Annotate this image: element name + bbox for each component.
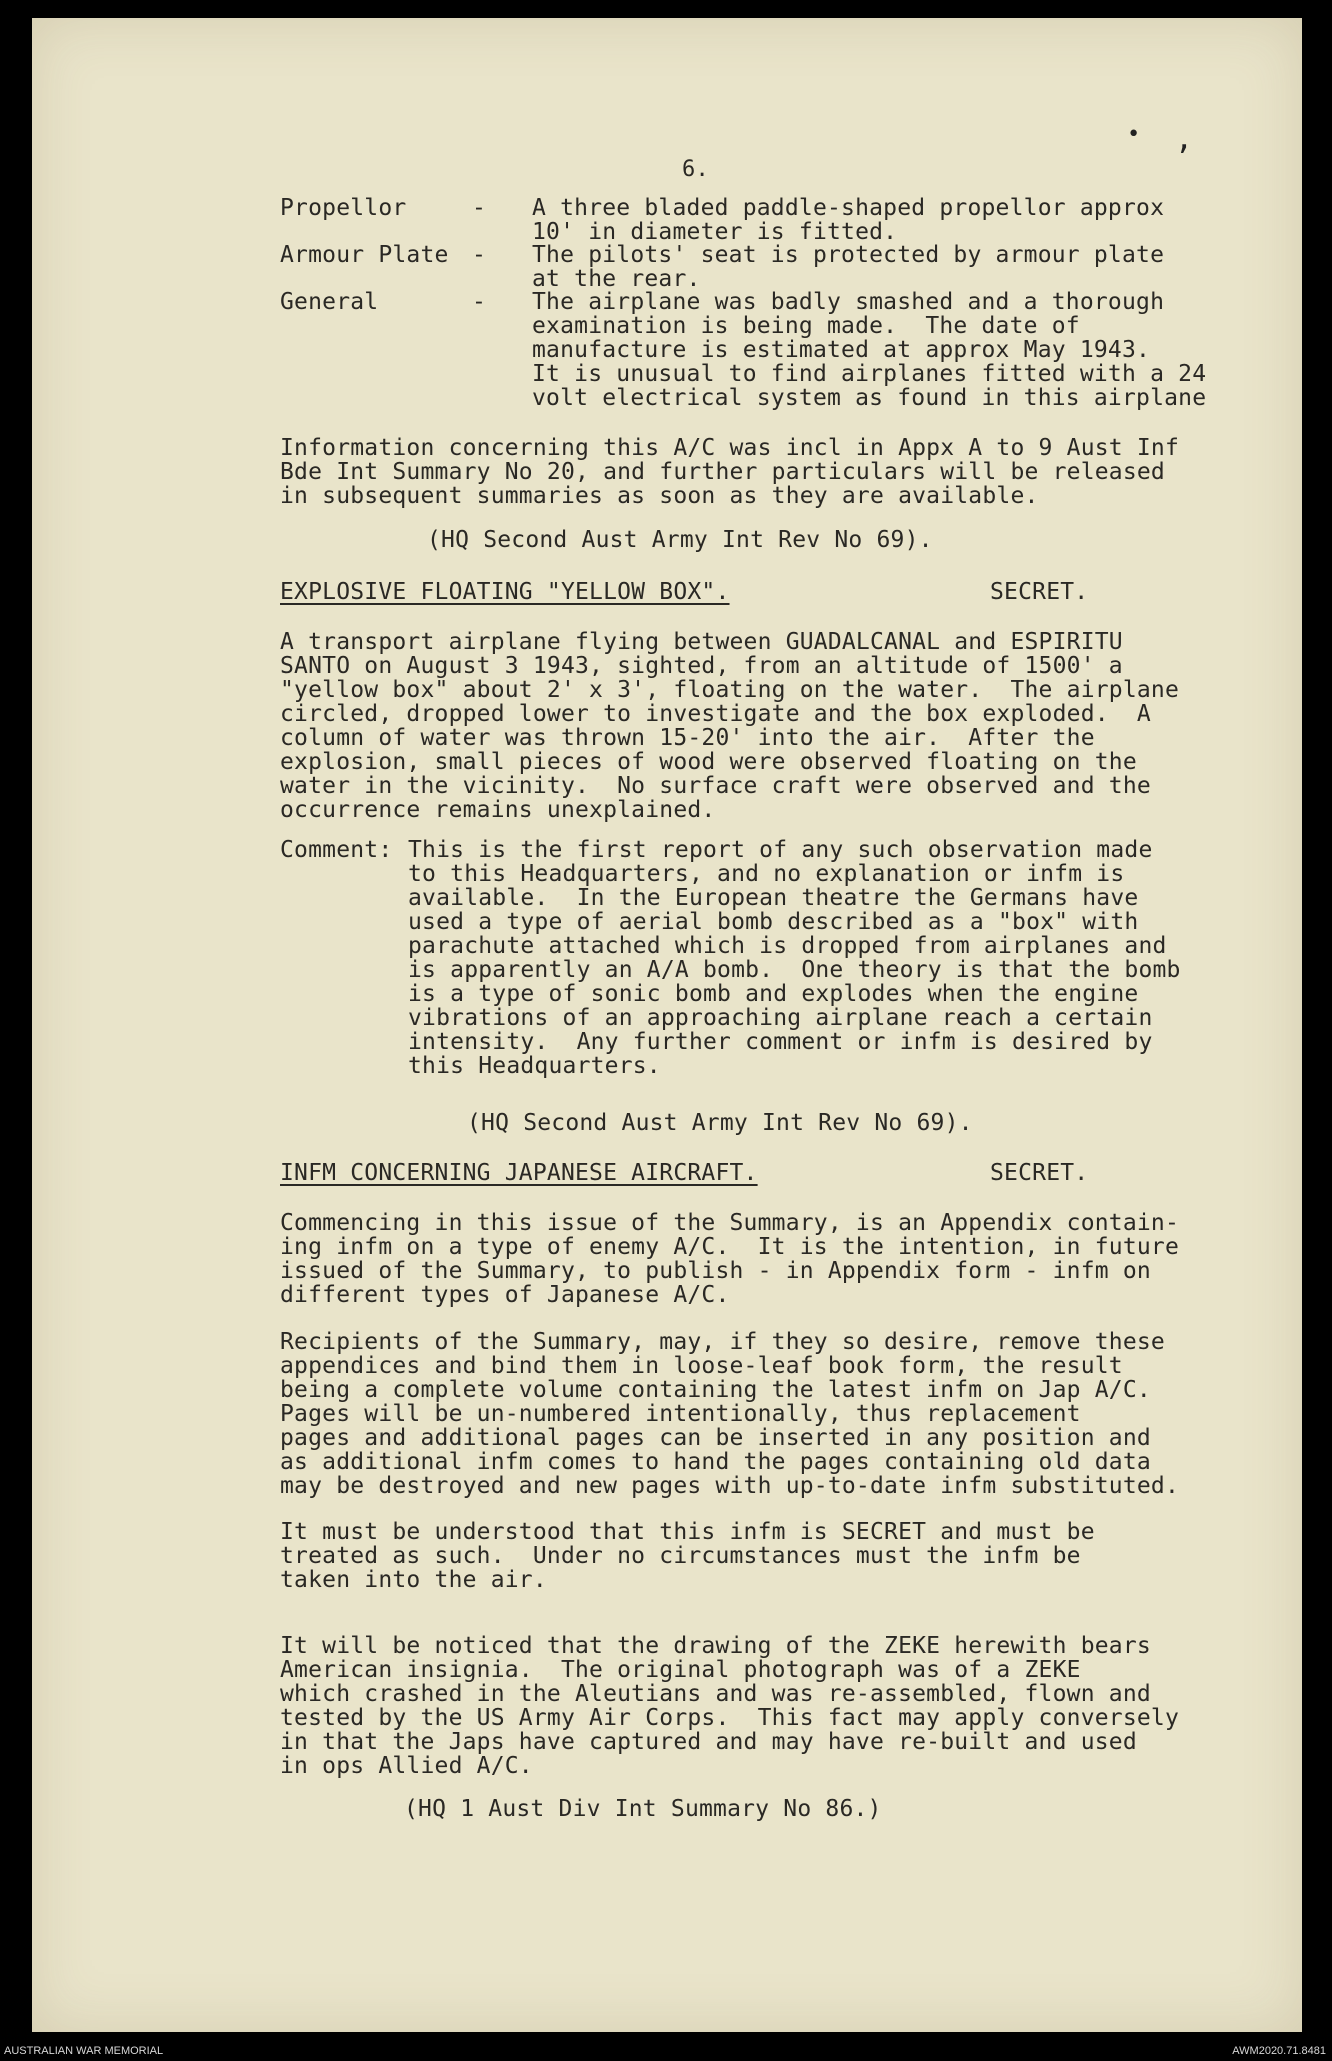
section1-body-line: column of water was thrown 15-20' into the air. After the [280,725,1095,751]
spec-label: Armour Plate [280,242,449,268]
spec-text-line: at the rear. [532,266,701,292]
reference-2: (HQ Second Aust Army Int Rev No 69). [467,1110,973,1136]
section2-para-line: appendices and bind them in loose-leaf book form, the result [280,1353,1123,1379]
section2-para-line: pages and additional pages can be inserted in any position and [280,1425,1151,1451]
section2-para-line: Commencing in this issue of the Summary, is an Appendix contain- [280,1210,1180,1236]
spec-text-line: manufacture is estimated at approx May 1943. [532,337,1151,363]
section2-para-line: Pages will be un-numbered intentionally, thus replacement [280,1401,1081,1427]
reference-3: (HQ 1 Aust Div Int Summary No 86.) [404,1796,882,1822]
spec-text-line: It is unusual to find airplanes fitted with a 24 [532,361,1207,387]
section2-para-line: tested by the US Army Air Corps. This fact may apply conversely [280,1705,1180,1731]
section1-body-line: A transport airplane flying between GUADALCANAL and ESPIRITU [280,629,1123,655]
archive-footer-left: AUSTRALIAN WAR MEMORIAL [4,2045,164,2057]
spec-label: Propellor [280,195,407,221]
comment-line: is apparently an A/A bomb. One theory is that the bomb [408,957,1181,983]
section2-para-line: in ops Allied A/C. [280,1753,533,1779]
comment-line: vibrations of an approaching airplane reach a certain [408,1005,1153,1031]
comment-line: used a type of aerial bomb described as a "box" with [408,909,1139,935]
spec-text-line: The pilots' seat is protected by armour plate [532,242,1165,268]
section1-body-line: SANTO on August 3 1943, sighted, from an altitude of 1500' a [280,653,1123,679]
section1-body-line: explosion, small pieces of wood were observed floating on the [280,749,1137,775]
comment-line: to this Headquarters, and no explanation or infm is [408,861,1125,887]
section2-heading: INFM CONCERNING JAPANESE AIRCRAFT. [280,1160,758,1186]
spec-text-line: 10' in diameter is fitted. [532,219,898,245]
comment-line: intensity. Any further comment or infm is desired by [408,1029,1153,1055]
comment-line: available. In the European theatre the Germans have [408,885,1139,911]
section2-para-line: ing infm on a type of enemy A/C. It is the intention, in future [280,1234,1180,1260]
spec-text-line: The airplane was badly smashed and a thorough [532,289,1165,315]
info-line: in subsequent summaries as soon as they are available. [280,483,1039,509]
section2-para-line: issued of the Summary, to publish - in Appendix form - infm on [280,1258,1151,1284]
section2-para-line: being a complete volume containing the latest infm on Jap A/C. [280,1377,1151,1403]
info-line: Information concerning this A/C was incl in Appx A to 9 Aust Inf [280,435,1180,461]
page-number: 6. [682,157,709,182]
section2-para-line: Recipients of the Summary, may, if they so desire, remove these [280,1329,1165,1355]
spec-text-line: volt electrical system as found in this airplane [532,385,1207,411]
section2-para-line: in that the Japs have captured and may have re-built and used [280,1729,1137,1755]
ink-hook-mark: ‚ [1175,122,1194,157]
comment-line: this Headquarters. [408,1053,661,1079]
comment-line: parachute attached which is dropped from airplanes and [408,933,1167,959]
comment-line: is a type of sonic bomb and explodes when the engine [408,981,1139,1007]
section1-classification: SECRET. [990,579,1089,605]
section2-para-line: may be destroyed and new pages with up-to-date infm substituted. [280,1473,1180,1499]
spec-label: General [280,289,379,315]
spec-text-line: A three bladed paddle-shaped propellor approx [532,195,1165,221]
archive-footer-right: AWM2020.71.8481 [1232,2045,1326,2057]
section2-para-line: It must be understood that this infm is SECRET and must be [280,1519,1095,1545]
ink-dot-mark: • [1127,122,1141,147]
document-page [32,18,1302,2032]
reference-1: (HQ Second Aust Army Int Rev No 69). [427,527,933,553]
spec-dash: - [472,195,487,221]
section2-para-line: It will be noticed that the drawing of the ZEKE herewith bears [280,1633,1151,1659]
section2-para-line: taken into the air. [280,1567,547,1593]
section2-para-line: American insignia. The original photograph was of a ZEKE [280,1657,1081,1683]
section1-body-line: water in the vicinity. No surface craft were observed and the [280,773,1151,799]
spec-text-line: examination is being made. The date of [532,313,1080,339]
info-line: Bde Int Summary No 20, and further particulars will be released [280,459,1165,485]
section1-body-line: circled, dropped lower to investigate and the box exploded. A [280,701,1151,727]
section1-heading: EXPLOSIVE FLOATING "YELLOW BOX". [280,579,730,605]
section2-para-line: different types of Japanese A/C. [280,1282,730,1308]
spec-dash: - [472,242,487,268]
section2-para-line: which crashed in the Aleutians and was re-assembled, flown and [280,1681,1151,1707]
section1-body-line: occurrence remains unexplained. [280,797,716,823]
section2-classification: SECRET. [990,1160,1089,1186]
comment-line: This is the first report of any such observation made [408,837,1153,863]
comment-label: Comment: [280,837,393,863]
section1-body-line: "yellow box" about 2' x 3', floating on the water. The airplane [280,677,1180,703]
spec-dash: - [472,289,487,315]
section2-para-line: treated as such. Under no circumstances must the infm be [280,1543,1081,1569]
section2-para-line: as additional infm comes to hand the pages containing old data [280,1449,1151,1475]
